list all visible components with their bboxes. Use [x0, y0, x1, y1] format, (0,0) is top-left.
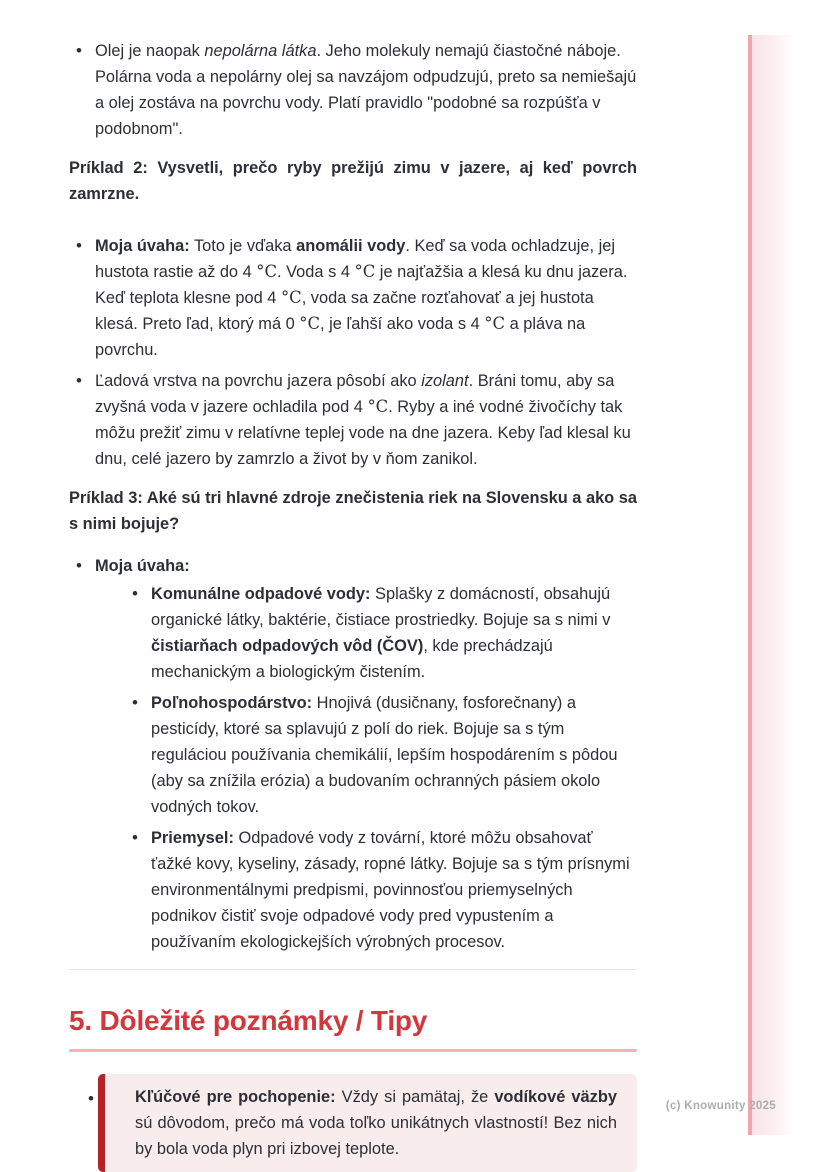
key-note-row: [69, 1074, 637, 1172]
degree-unit: °C: [256, 262, 278, 281]
text-segment: Ľadová vrstva na povrchu jazera pôsobí ako: [95, 372, 422, 390]
text-segment: Hnojivá (dusičnany, fosforečnany) a pesticídy, ktoré sa splavujú z polí do riek. Bojuje sa s tým reguláciou používania chemikálií, lepším hospodárením s pôdou (aby sa znížila erózia) a budovaním ochranných pásiem okolo vodných tokov.: [151, 694, 618, 816]
italic-text: nepolárna látka: [204, 42, 317, 60]
key-note-callout: [98, 1074, 637, 1172]
italic-text: izolant: [421, 372, 469, 390]
list-item-oil: [69, 38, 637, 142]
degree-unit: °C: [299, 314, 321, 333]
section-5-heading: 5. Dôležité poznámky / Tipy: [69, 1005, 428, 1036]
degree-unit: °C: [484, 314, 506, 333]
text-segment: sú dôvodom, prečo má voda toľko unikátnych vlastností! Bez nich by bola voda plyn pri izbovej teplote.: [135, 1114, 617, 1158]
text-segment: je najťažšia a klesá ku dnu jazera. Keď teplota klesne pod 4: [95, 263, 628, 307]
text-segment: Splašky z domácností, obsahujú organické látky, baktérie, čistiace prostriedky. Bojuje sa s nimi v: [151, 585, 611, 629]
degree-unit: °C: [354, 262, 376, 281]
bold-text: čistiarňach odpadových vôd (ČOV): [151, 637, 424, 655]
bold-text: Kľúčové pre pochopenie:: [135, 1088, 336, 1106]
degree-unit: °C: [367, 397, 389, 416]
example-3-list: [69, 553, 637, 955]
list-item-my-reasoning: [69, 553, 637, 955]
text-segment: . Voda s 4: [277, 263, 355, 281]
section-divider: [69, 969, 637, 970]
text-segment: . Bráni tomu, aby sa zvyšná voda v jazere ochladila pod 4: [95, 372, 615, 416]
bold-text: anomálii vody: [296, 237, 406, 255]
list-item-agriculture: [125, 690, 637, 820]
text-segment: Toto je vďaka: [189, 237, 297, 255]
heading-underline: [69, 1049, 637, 1052]
bullet-icon: •: [88, 1089, 94, 1108]
text-segment: Vždy si pamätaj, že: [335, 1088, 495, 1106]
bold-text: Moja úvaha:: [95, 557, 190, 575]
bold-text: Priemysel:: [151, 829, 234, 847]
text-segment: . Ryby a iné vodné živočíchy tak môžu prežiť zimu v relatívne teplej vode na dne jazera. Keby ľad klesal ku dnu, celé jazero by zamrzlo a život by v ňom zanikol.: [95, 398, 631, 468]
text-segment: . Jeho molekuly nemajú čiastočné náboje. Polárna voda a nepolárny olej sa navzájom odpudzujú, preto sa nemiešajú a olej zostáva na povrchu vody. Platí pravidlo "podobné sa rozpúšťa v podobnom".: [95, 42, 637, 138]
pollution-sources-list: [95, 581, 637, 955]
text-segment: Odpadové vody z tovární, ktoré môžu obsahovať ťažké kovy, kyseliny, zásady, ropné látky. Bojuje sa s tým prísnymi environmentálnymi predpismi, povinnosťou priemyselných podnikov čistiť svoje odpadové vody pred vypustením a používaním ekologickejších výrobných procesov.: [151, 829, 630, 951]
text-segment: , je ľahší ako voda s 4: [320, 315, 485, 333]
example-2-heading: Príklad 2: Vysvetli, prečo ryby prežijú zimu v jazere, aj keď povrch zamrzne.: [69, 159, 637, 203]
degree-unit: °C: [280, 288, 302, 307]
text-segment: . Keď sa voda ochladzuje, jej hustota rastie až do 4: [95, 237, 616, 281]
bold-text: Poľnohospodárstvo:: [151, 694, 313, 712]
text-segment: a pláva na povrchu.: [95, 315, 586, 359]
page-edge-ribbon: [748, 35, 795, 1135]
oil-bullet-list: [69, 38, 637, 142]
text-segment: , kde prechádzajú mechanickým a biologickým čistením.: [151, 637, 553, 681]
bold-text: Komunálne odpadové vody:: [151, 585, 371, 603]
text-segment: Olej je naopak: [95, 42, 205, 60]
example-2-list: [69, 233, 637, 472]
list-item-municipal-wastewater: [125, 581, 637, 685]
watermark: (c) Knowunity 2025: [665, 1100, 776, 1112]
list-item-anomaly: [69, 233, 637, 363]
text-segment: , voda sa začne rozťahovať a jej hustota klesá. Preto ľad, ktorý má 0: [95, 289, 594, 333]
list-item-ice-layer: [69, 368, 637, 472]
page-content: [69, 38, 637, 1172]
bold-text: vodíkové väzby: [494, 1088, 617, 1106]
example-3-heading: Príklad 3: Aké sú tri hlavné zdroje znečistenia riek na Slovensku a ako sa s nimi bojuje?: [69, 489, 637, 533]
bold-text: Moja úvaha:: [95, 237, 190, 255]
list-item-industry: [125, 825, 637, 955]
